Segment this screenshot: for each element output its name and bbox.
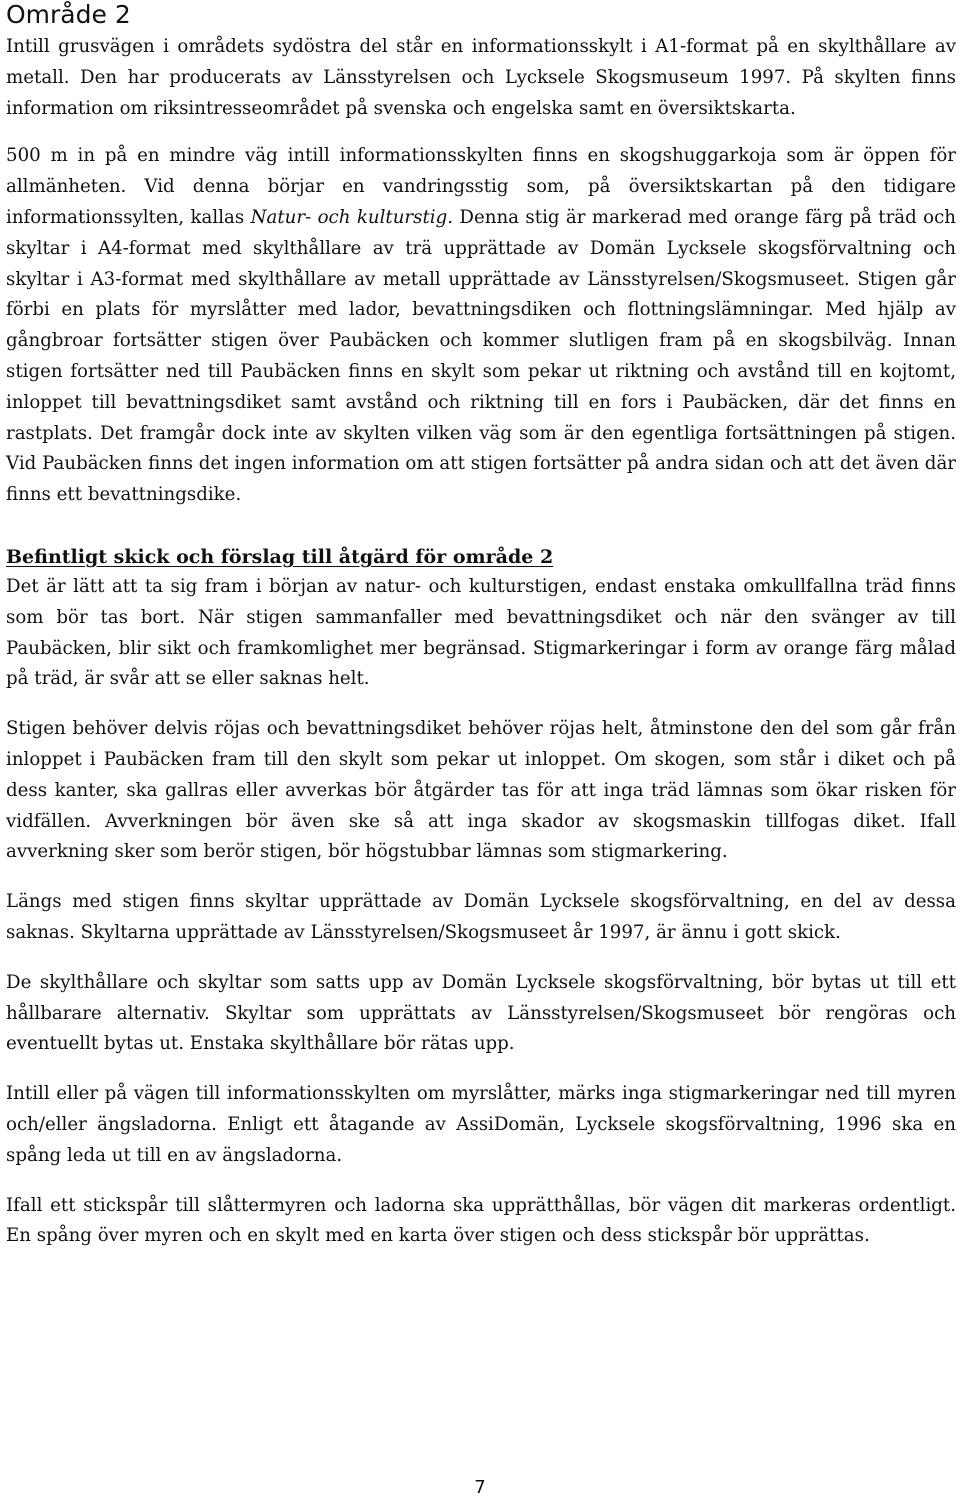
condition-paragraph-2: Stigen behöver delvis röjas och bevattningsdiket behöver röjas helt, åtminstone den del som går från inloppet i Paubäcken fram till den skylt som pekar ut inloppet. Om skogen, som står i diket och på dess kanter, ska gallras eller avverkas bör åtgärder tas för att inga träd lämnas som ökar risken för vidfällen. Avverkningen bör även ske så att inga skador av skogsmaskin tillfogas diket. Ifall avverkning sker som berör stigen, bör högstubbar lämnas som stigmarkering. bbox=[6, 718, 956, 863]
section-title: Område 2 bbox=[6, 0, 131, 29]
condition-paragraph-3: Längs med stigen finns skyltar upprättade av Domän Lycksele skogsförvaltning, en del av dessa saknas. Skyltarna upprättade av Länsstyrelsen/Skogsmuseet år 1997, är ännu i gott skick. bbox=[6, 891, 956, 943]
document-page bbox=[6, 0, 956, 1252]
condition-paragraph-4: De skylthållare och skyltar som satts upp av Domän Lycksele skogsförvaltning, bör bytas ut till ett hållbarare alternativ. Skyltar som upprättats av Länsstyrelsen/Skogsmuseet bör rengöras och eventuellt bytas ut. Enstaka skylthållare bör rätas upp. bbox=[6, 971, 956, 1055]
trail-name-italic: Natur- och kulturstig. bbox=[250, 206, 454, 228]
intro-paragraph-1: Intill grusvägen i områdets sydöstra del står en informationsskylt i A1-format på en skylthållare av metall. Den har producerats av Länsstyrelsen och Lycksele Skogsmuseum 1997. På skylten finns information om riksintresseområdet på svenska och engelska samt en översiktskarta. bbox=[6, 36, 956, 119]
intro-paragraph-2-part-b: Denna stig är markerad med orange färg på träd och skyltar i A4-format med skylthållare av trä upprättade av Domän Lycksele skogsförvaltning och skyltar i A3-format med skylthållare av metall upprättade av Länsstyrelsen/Skogsmuseet. Stigen går förbi en plats för myrslåtter med lador, bevattningsdiken och flottningslämningar. Med hjälp av gångbroar fortsätter stigen över Paubäcken och kommer slutligen fram på en skogsbilväg. Innan stigen fortsätter ned till Paubäcken finns en skylt som pekar ut riktning och avstånd till en kojtomt, inloppet till bevattningsdiket samt avstånd och riktning till en fors i Paubäcken, där det finns en rastplats. Det framgår dock inte av skylten vilken väg som är den egentliga fortsättningen på stigen. Vid Paubäcken finns det ingen information om att stigen fortsätter på andra sidan och att det även där finns ett bevattningsdike. bbox=[6, 206, 956, 506]
condition-paragraph-6: Ifall ett stickspår till slåttermyren och ladorna ska upprätthållas, bör vägen dit markeras ordentligt. En spång över myren och en skylt med en karta över stigen och dess stickspår bör upprättas. bbox=[6, 1194, 956, 1247]
page-number: 7 bbox=[474, 1477, 486, 1498]
condition-heading: Befintligt skick och förslag till åtgärd för område 2 bbox=[6, 545, 554, 568]
intro-paragraph-2 bbox=[6, 141, 956, 511]
condition-paragraph-5: Intill eller på vägen till informationsskylten om myrslåtter, märks inga stigmarkeringar ned till myren och/eller ängsladorna. Enligt ett åtagande av AssiDomän, Lycksele skogsförvaltning, 1996 ska en spång leda ut till en av ängsladorna. bbox=[6, 1083, 956, 1166]
condition-paragraph-1: Det är lätt att ta sig fram i början av natur- och kulturstigen, endast enstaka omkullfallna träd finns som bör tas bort. När stigen sammanfaller med bevattningsdiket och när den svänger av till Paubäcken, blir sikt och framkomlighet mer begränsad. Stigmarkeringar i form av orange färg målad på träd, är svår att se eller saknas helt. bbox=[6, 575, 956, 690]
intro-paragraph-2-part-a: 500 m in på en mindre väg intill informationsskylten finns en skogshuggarkoja som är öppen för allmänheten. Vid denna börjar en vandringsstig som, på översiktskartan på den tidigare informationssylten, kallas bbox=[6, 145, 956, 228]
